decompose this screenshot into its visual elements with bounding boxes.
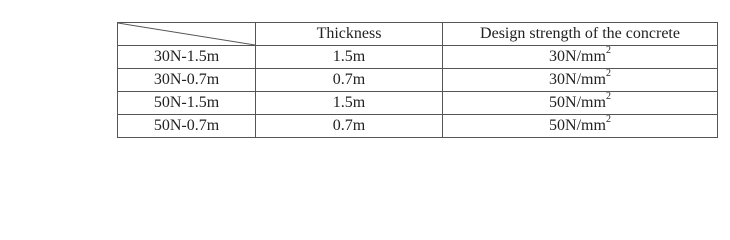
- row-label: 30N-0.7m: [118, 69, 256, 92]
- diagonal-corner-cell: [118, 23, 256, 46]
- strength-exponent: 2: [605, 90, 611, 102]
- strength-cell: [443, 115, 718, 138]
- row-label: 30N-1.5m: [118, 46, 256, 69]
- strength-value: 30N/mm: [549, 48, 606, 65]
- strength-value: 50N/mm: [549, 94, 606, 111]
- strength-exponent: 2: [605, 44, 611, 56]
- header-thickness: Thickness: [256, 23, 443, 46]
- diagonal-line: [118, 23, 255, 45]
- strength-value: 50N/mm: [549, 117, 606, 134]
- thickness-cell: 1.5m: [256, 46, 443, 69]
- header-row: [118, 23, 718, 46]
- strength-cell: [443, 92, 718, 115]
- thickness-cell: 0.7m: [256, 115, 443, 138]
- table-row: [118, 115, 718, 138]
- strength-cell: [443, 69, 718, 92]
- table-row: [118, 69, 718, 92]
- strength-value: 30N/mm: [549, 71, 606, 88]
- thickness-cell: 1.5m: [256, 92, 443, 115]
- table-row: [118, 46, 718, 69]
- thickness-cell: 0.7m: [256, 69, 443, 92]
- strength-exponent: 2: [605, 113, 611, 125]
- table-row: [118, 92, 718, 115]
- strength-exponent: 2: [605, 67, 611, 79]
- strength-cell: [443, 46, 718, 69]
- row-label: 50N-1.5m: [118, 92, 256, 115]
- concrete-spec-table: [117, 22, 718, 138]
- header-design-strength: Design strength of the concrete: [443, 23, 718, 46]
- row-label: 50N-0.7m: [118, 115, 256, 138]
